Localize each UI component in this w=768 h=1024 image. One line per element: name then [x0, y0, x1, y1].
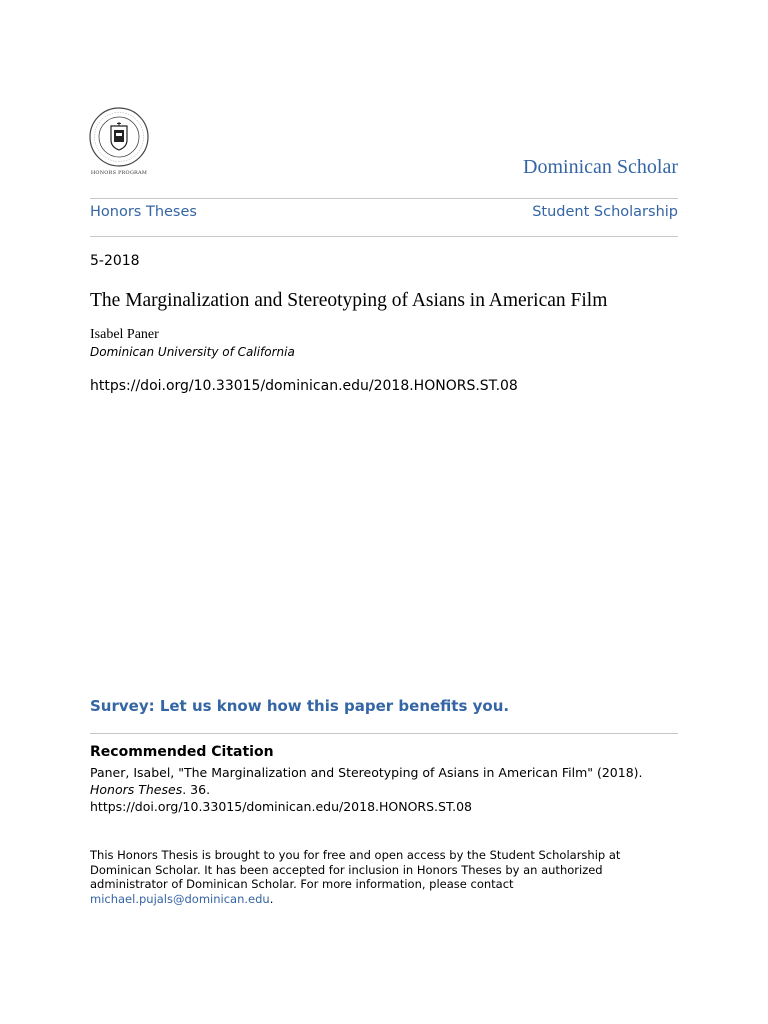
notice-contact-line: [90, 892, 690, 907]
student-scholarship-link[interactable]: Student Scholarship: [532, 204, 678, 220]
author-affiliation: Dominican University of California: [90, 345, 295, 359]
honors-theses-link[interactable]: Honors Theses: [90, 204, 197, 220]
divider: [90, 236, 678, 237]
author-name: Isabel Paner: [90, 327, 159, 342]
survey-link[interactable]: Survey: Let us know how this paper benefits you.: [90, 697, 510, 715]
paper-title: The Marginalization and Stereotyping of Asians in American Film: [90, 290, 608, 311]
repository-name-link[interactable]: Dominican Scholar: [523, 156, 678, 178]
citation-series-number: . 36.: [182, 782, 211, 797]
citation-block: [90, 764, 690, 815]
divider: [90, 733, 678, 734]
citation-series: Honors Theses: [90, 782, 183, 797]
citation-doi[interactable]: https://doi.org/10.33015/dominican.edu/2018.HONORS.ST.08: [90, 799, 472, 814]
seal-emblem-icon: [88, 106, 150, 168]
access-notice: [90, 848, 690, 906]
citation-series-line: [90, 781, 690, 798]
publication-date: 5-2018: [90, 253, 140, 269]
notice-line: This Honors Thesis is brought to you for free and open access by the Student Scholarship at: [90, 848, 621, 862]
divider: [90, 198, 678, 199]
recommended-citation-heading: Recommended Citation: [90, 744, 274, 760]
doi-link[interactable]: https://doi.org/10.33015/dominican.edu/2018.HONORS.ST.08: [90, 378, 518, 394]
notice-line: Dominican Scholar. It has been accepted for inclusion in Honors Theses by an authorized: [90, 862, 603, 877]
contact-email-link[interactable]: michael.pujals@dominican.edu: [90, 891, 270, 906]
university-seal: [88, 106, 150, 180]
seal-caption: HONORS PROGRAM: [90, 170, 148, 176]
notice-end: .: [269, 891, 274, 906]
citation-line: Paner, Isabel, "The Marginalization and Stereotyping of Asians in American Film" (2018).: [90, 765, 643, 780]
notice-line: administrator of Dominican Scholar. For more information, please contact: [90, 877, 514, 891]
